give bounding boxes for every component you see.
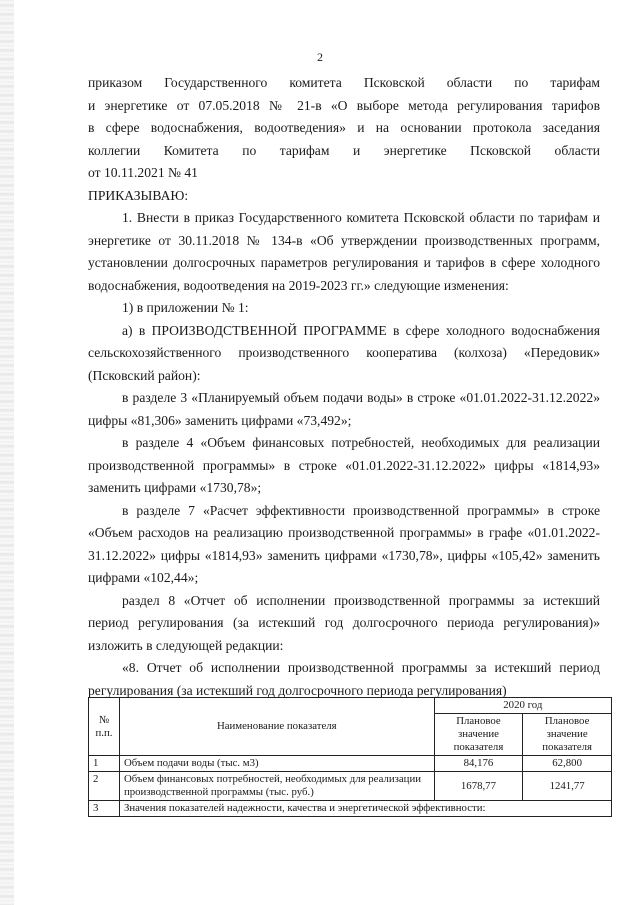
section-4-change: в разделе 4 «Объем финансовых потребностей, необходимых для реализации производственной программы» в строке «01.01.2022-31.12.2022» цифры «1814,93» заменить цифрами «1730,78»; [88,435,600,495]
table-header-row [89,698,612,714]
page-number: 2 [317,50,323,64]
row-value-1: 84,176 [434,756,523,772]
row-section-text: Значения показателей надежности, качества и энергетической эффективности: [119,801,611,817]
preamble-line: приказом Государственного комитета Псковской области по тарифам [88,75,600,90]
year-header: 2020 год [434,698,611,714]
table-row [89,756,612,772]
item-1: 1. Внести в приказ Государственного комитета Псковской области по тарифам и энергетике от 30.11.2018 № 134-в «Об утверждении производственных программ, установлении долгосрочных параметров регулирования и тарифов в сфере холодного водоснабжения, водоотведения на 2019-2023 гг.» следующие изменения: [88,210,600,293]
section-8-change: раздел 8 «Отчет об исполнении производственной программы за истекший период регулирования (за истекший год долгосрочного периода регулирования)» изложить в следующей редакции: [88,592,600,653]
preamble-line: и энергетике от 07.05.2018 № 21-в «О выборе метода регулирования тарифов [88,97,600,113]
preamble-last-line: от 10.11.2021 № 41 [88,165,198,180]
scan-edge-artifact [0,0,14,905]
col-plan-2-header: Плановое значение показателя [523,714,612,756]
row-value-2: 62,800 [523,756,612,772]
row-number: 3 [89,801,120,817]
preamble-line: коллегии Комитета по тарифам и энергетике Псковской области [88,142,600,158]
row-name: Объем финансовых потребностей, необходимых для реализации производственной программы (тыс. руб.) [119,772,434,801]
preamble-line: в сфере водоснабжения, водоотведения» и на основании протокола заседания [88,120,600,135]
row-number: 2 [89,772,120,801]
order-word: ПРИКАЗЫВАЮ: [88,187,189,203]
col-name-header: Наименование показателя [119,698,434,756]
report-table [88,697,612,817]
subitem-1: 1) в приложении № 1: [122,300,249,315]
row-value-2: 1241,77 [523,772,612,801]
document-body [88,72,600,702]
table-row [89,801,612,817]
table-row [89,772,612,801]
col-number-header: № п.п. [89,698,120,756]
section-8-quote: «8. Отчет об исполнении производственной программы за истекший период регулирования (за истекший год долгосрочного периода регулирования) [88,660,600,698]
section-3-change: в разделе 3 «Планируемый объем подачи воды» в строке «01.01.2022-31.12.2022» цифры «81,306» заменить цифрами «73,492»; [88,390,600,428]
row-name: Объем подачи воды (тыс. м3) [119,756,434,772]
row-value-1: 1678,77 [434,772,523,801]
col-plan-1-header: Плановое значение показателя [434,714,523,756]
subitem-a: а) в ПРОИЗВОДСТВЕННОЙ ПРОГРАММЕ в сфере холодного водоснабжения сельскохозяйственного производственного кооператива (колхоза) «Передовик» (Псковский район): [88,322,600,383]
section-7-change: в разделе 7 «Расчет эффективности производственной программы» в строке «Объем расходов на реализацию производственной программы» в графе «01.01.2022-31.12.2022» цифры «1814,93» заменить цифрами «1730,78», цифры «105,42» заменить цифрами «102,44»; [88,502,600,585]
row-number: 1 [89,756,120,772]
